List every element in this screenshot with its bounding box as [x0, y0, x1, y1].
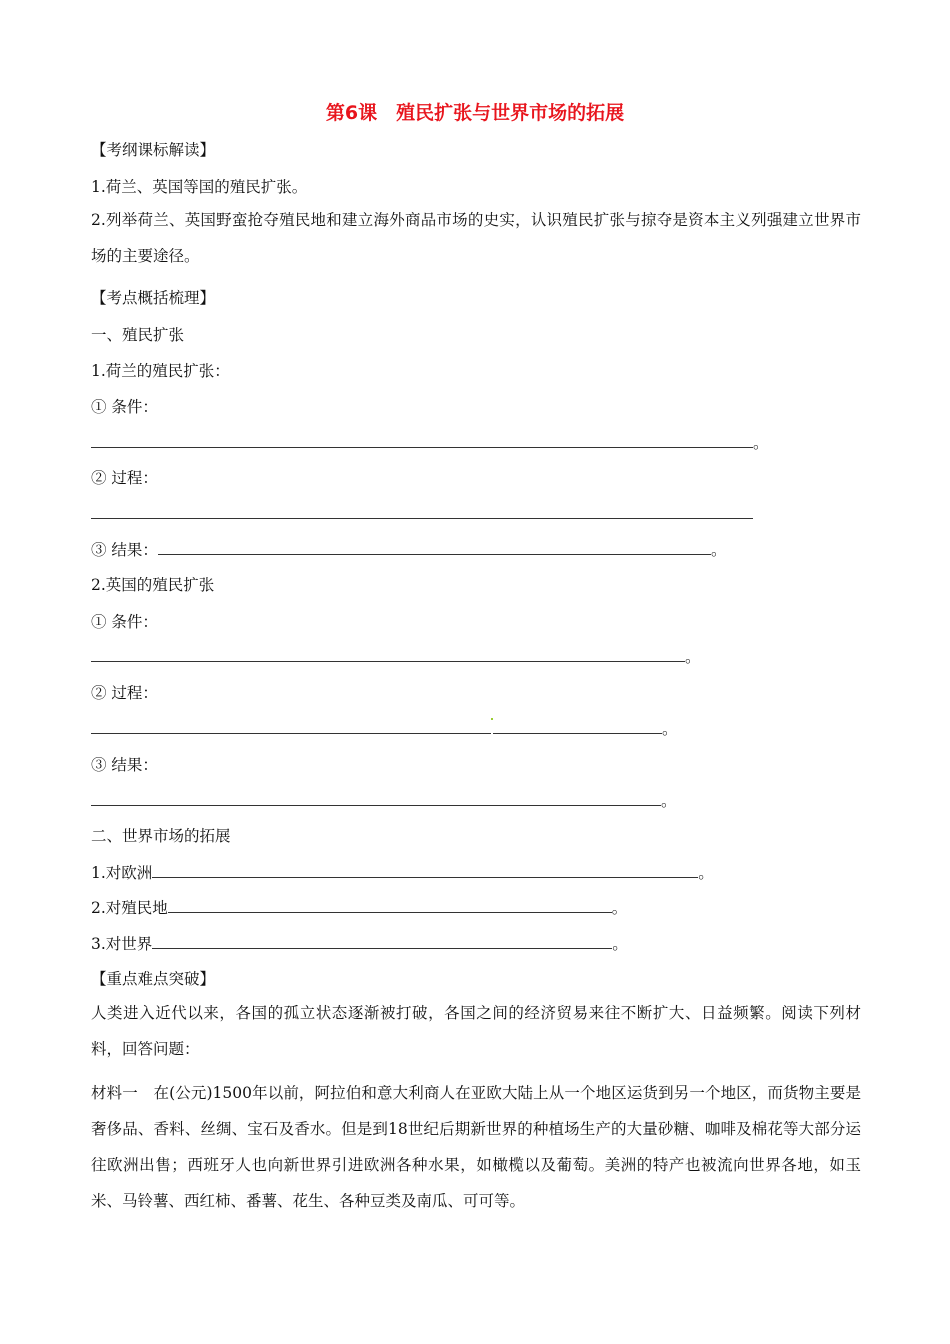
part2-title: 二、世界市场的拓展 [91, 827, 231, 845]
answer-blank[interactable] [493, 719, 662, 734]
england-result-answer[interactable]: 。 [91, 790, 677, 812]
holland-condition-label: ① 条件： [91, 398, 158, 416]
holland-result-row[interactable]: ③ 结果： 。 [91, 541, 727, 559]
england-result-label: ③ 结果： [91, 756, 158, 774]
page-title: 第6课 殖民扩张与世界市场的拓展 [325, 102, 625, 124]
answer-blank[interactable] [168, 898, 612, 913]
holland-title: 1.荷兰的殖民扩张： [91, 362, 230, 380]
answer-blank[interactable] [158, 540, 711, 555]
part1-title: 一、殖民扩张 [91, 326, 185, 344]
england-title: 2.英国的殖民扩张 [91, 576, 215, 594]
answer-blank[interactable] [91, 791, 661, 806]
answer-blank[interactable] [91, 647, 685, 662]
holland-condition-answer[interactable]: 。 [91, 432, 769, 454]
answer-blank[interactable] [91, 719, 491, 734]
market-europe-row[interactable]: 1.对欧洲 。 [91, 864, 714, 882]
answer-blank[interactable] [152, 934, 612, 949]
kaogang-item-2: 2.列举荷兰、英国野蛮抢夺殖民地和建立海外商品市场的史实，认识殖民扩张与掠夺是资本主义列强建立世界市场的主要途径。 [91, 211, 861, 265]
england-condition-answer[interactable]: 。 [91, 646, 701, 668]
market-colony-row[interactable]: 2.对殖民地 。 [91, 899, 628, 917]
england-process-answer[interactable]: 。 [91, 718, 678, 740]
intro-paragraph: 人类进入近代以来，各国的孤立状态逐渐被打破，各国之间的经济贸易来往不断扩大、日益频繁。阅读下列材料，回答问题： [91, 1004, 861, 1058]
england-condition-label: ① 条件： [91, 613, 158, 631]
holland-process-label: ② 过程： [91, 469, 158, 487]
answer-blank[interactable] [152, 863, 698, 878]
answer-blank[interactable] [91, 433, 753, 448]
holland-process-answer[interactable] [91, 503, 753, 525]
section-header-zhongdian: 【重点难点突破】 [91, 970, 216, 988]
section-header-kaogang: 【考纲课标解读】 [91, 141, 216, 159]
section-header-kaodian: 【考点概括梳理】 [91, 289, 216, 307]
answer-blank[interactable] [91, 504, 753, 519]
england-process-label: ② 过程： [91, 684, 158, 702]
market-world-row[interactable]: 3.对世界 。 [91, 935, 628, 953]
kaogang-item-1: 1.荷兰、英国等国的殖民扩张。 [91, 178, 308, 196]
material-one-paragraph: 材料一 在(公元)1500年以前，阿拉伯和意大利商人在亚欧大陆上从一个地区运货到另一个地区，而货物主要是奢侈品、香料、丝绸、宝石及香水。但是到18世纪后期新世界的种植场生产的大量砂糖、咖啡及棉花等大部分运往欧洲出售；西班牙人也向新世界引进欧洲各种水果，如橄榄以及葡萄。美洲的特产也被流向世界各地，如玉米、马铃薯、西红柿、番薯、花生、各种豆类及南瓜、可可等。 [91, 1084, 861, 1210]
